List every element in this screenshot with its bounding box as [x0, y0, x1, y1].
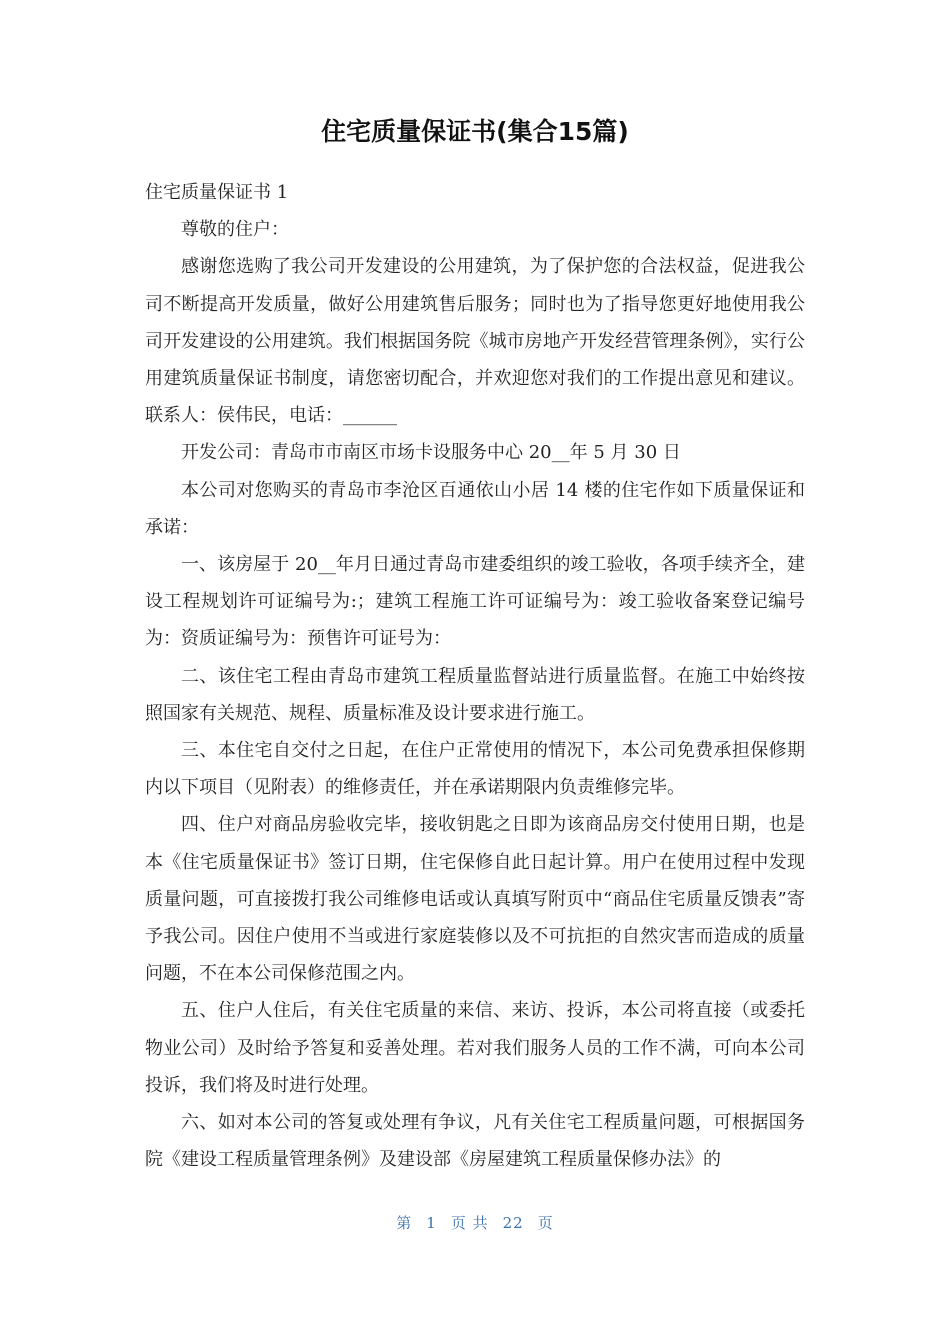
- footer-mid: 页 共: [450, 1214, 489, 1232]
- paragraph-item-1: 一、该房屋于 20__年月日通过青岛市建委组织的竣工验收，各项手续齐全，建设工程规划许可证编号为:；建筑工程施工许可证编号为：竣工验收备案登记编号为：资质证编号为：预售许可证号为：: [145, 554, 805, 650]
- section-heading: 住宅质量保证书 1: [145, 182, 289, 203]
- current-page-number: 1: [426, 1214, 437, 1232]
- paragraph-item-2: 二、该住宅工程由青岛市建筑工程质量监督站进行质量监督。在施工中始终按照国家有关规范、规程、质量标准及设计要求进行施工。: [145, 665, 805, 724]
- paragraph-developer: 开发公司：青岛市市南区市场卡设服务中心 20__年 5 月 30 日: [181, 442, 681, 464]
- document-body: [145, 174, 805, 1178]
- footer-prefix: 第: [396, 1214, 413, 1232]
- paragraph-item-4: 四、住户对商品房验收完毕，接收钥匙之日即为该商品房交付使用日期，也是本《住宅质量保证书》签订日期，住宅保修自此日起计算。用户在使用过程中发现质量问题，可直接拨打我公司维修电话或认真填写附页中“商品住宅质量反馈表”寄予我公司。因住户使用不当或进行家庭装修以及不可抗拒的自然灾害而造成的质量问题，不在本公司保修范围之内。: [145, 814, 805, 985]
- paragraph-item-3: 三、本住宅自交付之日起，在住户正常使用的情况下，本公司免费承担保修期内以下项目（见附表）的维修责任，并在承诺期限内负责维修完毕。: [145, 740, 805, 799]
- page-number-footer: [0, 1210, 950, 1236]
- paragraph-intro: 感谢您选购了我公司开发建设的公用建筑，为了保护您的合法权益，促进我公司不断提高开发质量，做好公用建筑售后服务；同时也为了指导您更好地使用我公司开发建设的公用建筑。我们根据国务院《城市房地产开发经营管理条例》，实行公用建筑质量保证书制度，请您密切配合，并欢迎您对我们的工作提出意见和建议。联系人：侯伟民，电话：______: [145, 256, 805, 427]
- footer-suffix: 页: [537, 1214, 554, 1232]
- paragraph-salutation: 尊敬的住户：: [181, 219, 289, 241]
- total-page-count: 22: [502, 1214, 524, 1232]
- paragraph-commitment: 本公司对您购买的青岛市李沧区百通依山小居 14 楼的住宅作如下质量保证和承诺：: [145, 479, 805, 538]
- paragraph-item-6: 六、如对本公司的答复或处理有争议，凡有关住宅工程质量问题，可根据国务院《建设工程质量管理条例》及建设部《房屋建筑工程质量保修办法》的: [145, 1112, 805, 1171]
- paragraph-item-5: 五、住户人住后，有关住宅质量的来信、来访、投诉，本公司将直接（或委托物业公司）及时给予答复和妥善处理。若对我们服务人员的工作不满，可向本公司投诉，我们将及时进行处理。: [145, 1000, 805, 1096]
- document-title: 住宅质量保证书(集合15篇): [321, 117, 629, 146]
